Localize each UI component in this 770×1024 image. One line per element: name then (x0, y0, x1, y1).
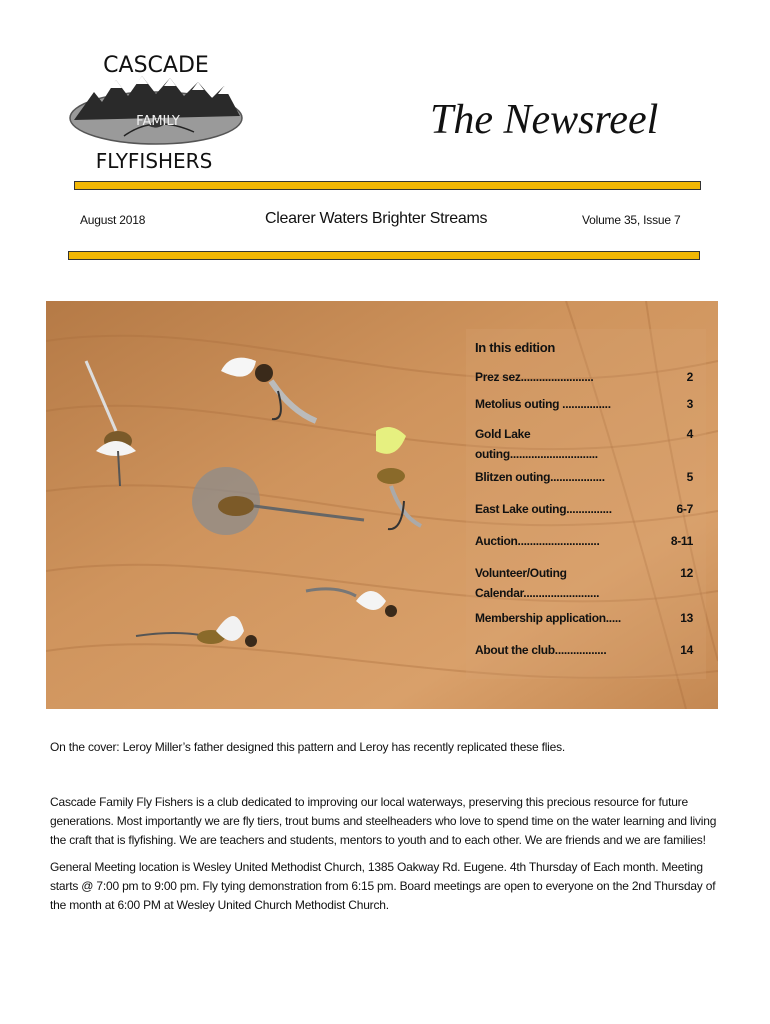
mission-paragraph: Cascade Family Fly Fishers is a club dedicated to improving our local waterways, preserving this precious resource for future generations. Most importantly we are fly tiers, trout bums and steelheaders who love to spend time on the water learning and living the craft that is flyfishing. We are teachers and students, mentors to youth and to each other. We are friends and we are families! (50, 795, 717, 847)
club-logo (64, 50, 254, 180)
toc-item (475, 608, 693, 640)
issue-date: August 2018 (80, 213, 146, 227)
toc-item (475, 563, 693, 608)
toc-item-page: 4 (686, 427, 693, 441)
logo-middle-text: FAMILY (136, 114, 180, 129)
toc-item-page: 6-7 (676, 502, 693, 516)
toc-item (475, 367, 693, 394)
toc-item-title: Metolius outing ................ (475, 397, 611, 411)
toc-item-page: 3 (686, 397, 693, 411)
toc-item-title: Gold Lake outing............................. (475, 427, 598, 461)
toc-item-page: 13 (680, 611, 693, 625)
toc-item-title: Blitzen outing.................. (475, 470, 605, 484)
toc-item (475, 531, 693, 563)
newsletter-title: The Newsreel (430, 97, 659, 143)
toc-item-page: 5 (686, 470, 693, 484)
toc-heading: In this edition (475, 340, 555, 355)
toc-item-title: Auction........................... (475, 534, 600, 548)
toc-item (475, 394, 693, 424)
toc-item-title: Prez sez........................ (475, 370, 594, 384)
volume-issue: Volume 35, Issue 7 (582, 213, 681, 227)
toc-item-title: East Lake outing............... (475, 502, 612, 516)
toc-item (475, 467, 693, 499)
tagline: Clearer Waters Brighter Streams (265, 210, 488, 227)
toc-item (475, 499, 693, 531)
logo-bottom-text: FLYFISHERS (95, 149, 213, 173)
toc-item-title: Volunteer/Outing Calendar......................... (475, 566, 600, 600)
meeting-paragraph: General Meeting location is Wesley United Methodist Church, 1385 Oakway Rd. Eugene. 4th Thursday of Each month. Meeting starts @ 7:00 pm to 9:00 pm. Fly tying demonstration from 6:15 pm. Board meetings are open to everyone on the 2nd Thursday of the month at 6:00 PM at Wesley United Church Methodist Church. (50, 860, 716, 912)
logo-top-text: CASCADE (103, 53, 209, 78)
header-rule-bottom (68, 251, 700, 260)
toc-item-page: 2 (686, 370, 693, 384)
toc-item-title: About the club................. (475, 643, 607, 657)
toc-item-page: 8-11 (670, 534, 693, 548)
toc-item-title: Membership application..... (475, 611, 621, 625)
toc-item (475, 424, 693, 467)
toc-item-page: 14 (680, 643, 693, 657)
table-of-contents (475, 340, 693, 664)
cover-caption: On the cover: Leroy Miller’s father designed this pattern and Leroy has recently replicated these flies. (50, 740, 566, 754)
toc-item (475, 640, 693, 664)
header-rule-top (74, 181, 701, 190)
toc-item-page: 12 (680, 566, 693, 580)
